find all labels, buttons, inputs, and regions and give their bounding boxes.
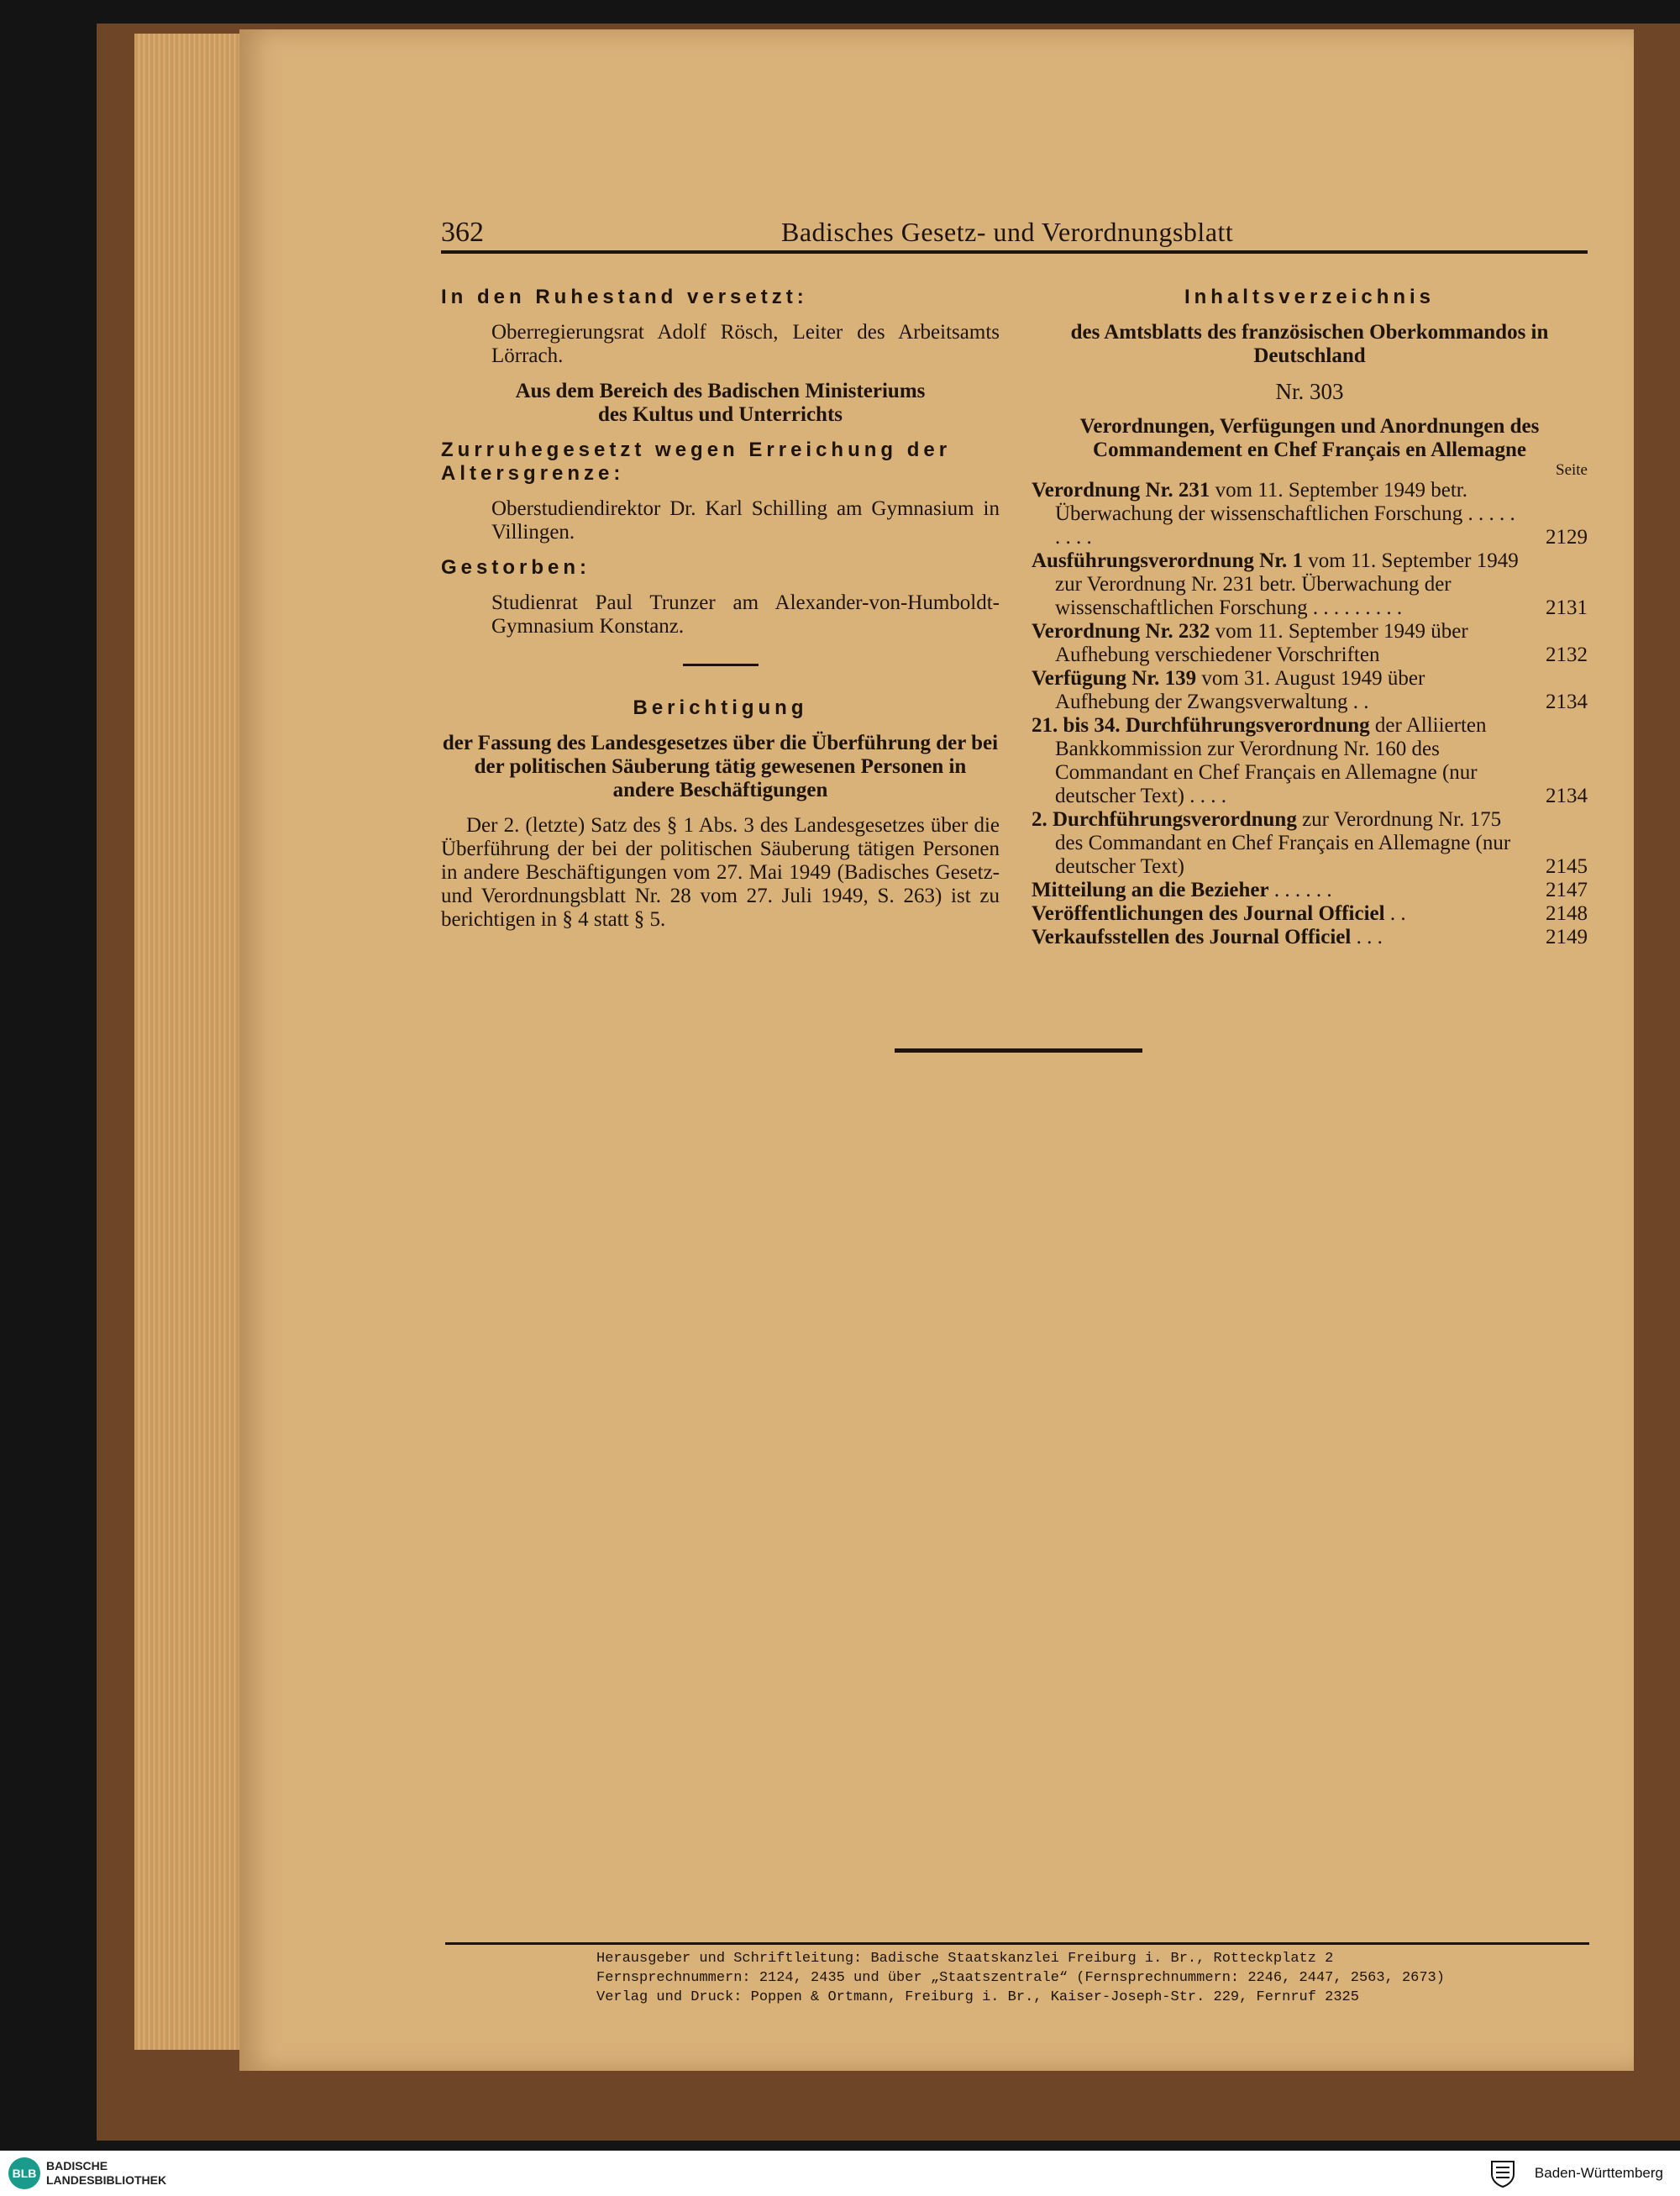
toc-entry <box>1032 879 1588 902</box>
toc-entry-page: 2131 <box>1546 596 1588 619</box>
toc-entry-page: 2134 <box>1546 691 1588 713</box>
library-name-line2: LANDESBIBLIOTHEK <box>46 2173 167 2187</box>
toc-entry-text <box>1032 667 1520 714</box>
toc-entry-text <box>1032 549 1520 620</box>
toc-entry <box>1032 808 1588 879</box>
toc-entry-page: 2134 <box>1546 785 1588 807</box>
ruhestand-heading: In den Ruhestand versetzt: <box>441 286 808 308</box>
toc-entry-text <box>1032 879 1520 902</box>
ruhestand-text: Oberregierungsrat Adolf Rösch, Leiter des Arbeitsamts Lörrach. <box>491 321 1000 367</box>
toc-entry-description: vom 11. September 1949 zur Verordnung Nr. 231 betr. Überwachung der wissenschaftlichen Forschung . . . . . . . . . <box>1055 549 1519 619</box>
toc-entry-page: 2129 <box>1546 526 1588 549</box>
toc-entry <box>1032 620 1588 667</box>
toc-entry <box>1032 549 1588 620</box>
issue-number: Nr. 303 <box>1275 379 1344 404</box>
toc-entry-title: Verordnung Nr. 231 <box>1032 479 1210 502</box>
toc-entry-title: 2. Durchführungsverordnung <box>1032 808 1297 831</box>
toc-entry-text <box>1032 620 1520 667</box>
toc-entry <box>1032 479 1588 549</box>
header-rule <box>441 250 1588 254</box>
imprint-line1: Herausgeber und Schriftleitung: Badische Staatskanzlei Freiburg i. Br., Rotteckplatz 2 <box>596 1951 1334 1967</box>
page-number: 362 <box>441 217 484 248</box>
blb-logo-icon[interactable]: BLB <box>8 2157 40 2189</box>
state-name: Baden-Württemberg <box>1534 2165 1663 2181</box>
toc-entry-title: Verfügung Nr. 139 <box>1032 667 1197 690</box>
toc-entry <box>1032 667 1588 714</box>
page-edges <box>134 34 244 2050</box>
journal-title: Badisches Gesetz- und Verordnungsblatt <box>781 217 1234 247</box>
toc-entry-text <box>1032 902 1520 926</box>
imprint-line3: Verlag und Druck: Poppen & Ortmann, Freiburg i. Br., Kaiser-Joseph-Str. 229, Fernruf 2325 <box>596 1989 1359 2005</box>
berichtigung-heading: Berichtigung <box>633 696 808 719</box>
ministry-heading-line2: des Kultus und Unterrichts <box>597 403 843 426</box>
toc-entry-text <box>1032 714 1520 808</box>
berichtigung-text: Der 2. (letzte) Satz des § 1 Abs. 3 des Landesgesetzes über die Überführung der bei der politischen Säuberung tätigen Personen in andere Beschäftigungen vom 27. Mai 1949 (Badisches Gesetz- und Verordnungsblatt Nr. 28 vom 27. Juli 1949, S. 263) ist zu berichtigen in § 4 statt § 5. <box>441 814 1000 931</box>
library-name <box>46 2159 166 2188</box>
right-column <box>1032 286 1588 949</box>
toc-entry-title: 21. bis 34. Durchführungsverordnung <box>1032 714 1370 737</box>
zurruhe-heading: Zurruhegesetzt wegen Erreichung der Altersgrenze: <box>441 439 952 485</box>
left-column <box>441 286 1000 932</box>
toc-entry-description: . . <box>1384 902 1406 925</box>
toc-entry-description: vom 31. August 1949 über Aufhebung der Zwangsverwaltung . . <box>1055 667 1425 713</box>
toc-entry-description: . . . <box>1351 926 1383 948</box>
toc-entry-page: 2147 <box>1546 879 1588 901</box>
toc-list <box>1032 479 1588 949</box>
toc-entry-page: 2149 <box>1546 926 1588 948</box>
toc-entry-text <box>1032 808 1520 879</box>
toc-entry-page: 2148 <box>1546 902 1588 925</box>
toc-entry-title: Veröffentlichungen des Journal Officiel <box>1032 902 1385 925</box>
toc-entry-title: Verkaufsstellen des Journal Officiel <box>1032 926 1352 948</box>
toc-entry-page: 2145 <box>1546 855 1588 878</box>
berichtigung-subheading: der Fassung des Landesgesetzes über die Überführung der bei der politischen Säuberung tätig gewesenen Personen in andere Beschäftigungen <box>442 732 999 801</box>
toc-entry-text <box>1032 479 1520 549</box>
toc-entry-description: vom 11. September 1949 über Aufhebung verschiedener Vorschriften <box>1055 620 1468 666</box>
toc-entry-page: 2132 <box>1546 644 1588 666</box>
toc-entry-description: der Alliierten Bankkommission zur Verordnung Nr. 160 des Commandant en Chef Français en Allemagne (nur deutscher Text) . . . . <box>1055 714 1487 807</box>
toc-entry-description: vom 11. September 1949 betr. Überwachung der wissenschaftlichen Forschung . . . . . . . . . <box>1055 479 1515 549</box>
toc-entry-title: Ausführungsverordnung Nr. 1 <box>1032 549 1304 572</box>
toc-entry <box>1032 926 1588 949</box>
toc-entry-title: Verordnung Nr. 232 <box>1032 620 1210 643</box>
toc-entry <box>1032 714 1588 808</box>
imprint-line2: Fernsprechnummern: 2124, 2435 und über „Staatszentrale“ (Fernsprechnummern: 2246, 2447, 2563, 2673) <box>596 1970 1445 1986</box>
imprint <box>596 1949 1478 2007</box>
toc-entry-description: . . . . . . <box>1268 879 1332 901</box>
zurruhe-text: Oberstudiendirektor Dr. Karl Schilling am Gymnasium in Villingen. <box>491 497 1000 544</box>
viewer-bottom-bar <box>0 2151 1680 2196</box>
toc-heading: Inhaltsverzeichnis <box>1184 286 1436 308</box>
gestorben-text: Studienrat Paul Trunzer am Alexander-von-Humboldt-Gymnasium Konstanz. <box>491 591 1000 638</box>
coat-of-arms-icon <box>1489 2159 1516 2188</box>
library-name-line1: BADISCHE <box>46 2159 108 2172</box>
toc-entry-title: Mitteilung an die Bezieher <box>1032 879 1269 901</box>
section-heading: Verordnungen, Verfügungen und Anordnungen des Commandement en Chef Français en Allemagne <box>1079 415 1540 461</box>
toc-entry <box>1032 902 1588 926</box>
ministry-heading-line1: Aus dem Bereich des Badischen Ministeriums <box>515 380 926 402</box>
seite-label: Seite <box>1556 461 1588 479</box>
gestorben-heading: Gestorben: <box>441 556 591 579</box>
toc-entry-text <box>1032 926 1520 949</box>
toc-entry-description: zur Verordnung Nr. 175 des Commandant en Chef Français en Allemagne (nur deutscher Text) <box>1055 808 1511 878</box>
end-divider <box>895 1048 1142 1053</box>
toc-subheading: des Amtsblatts des französischen Oberkommandos in Deutschland <box>1070 321 1549 367</box>
footer-rule <box>445 1942 1589 1945</box>
